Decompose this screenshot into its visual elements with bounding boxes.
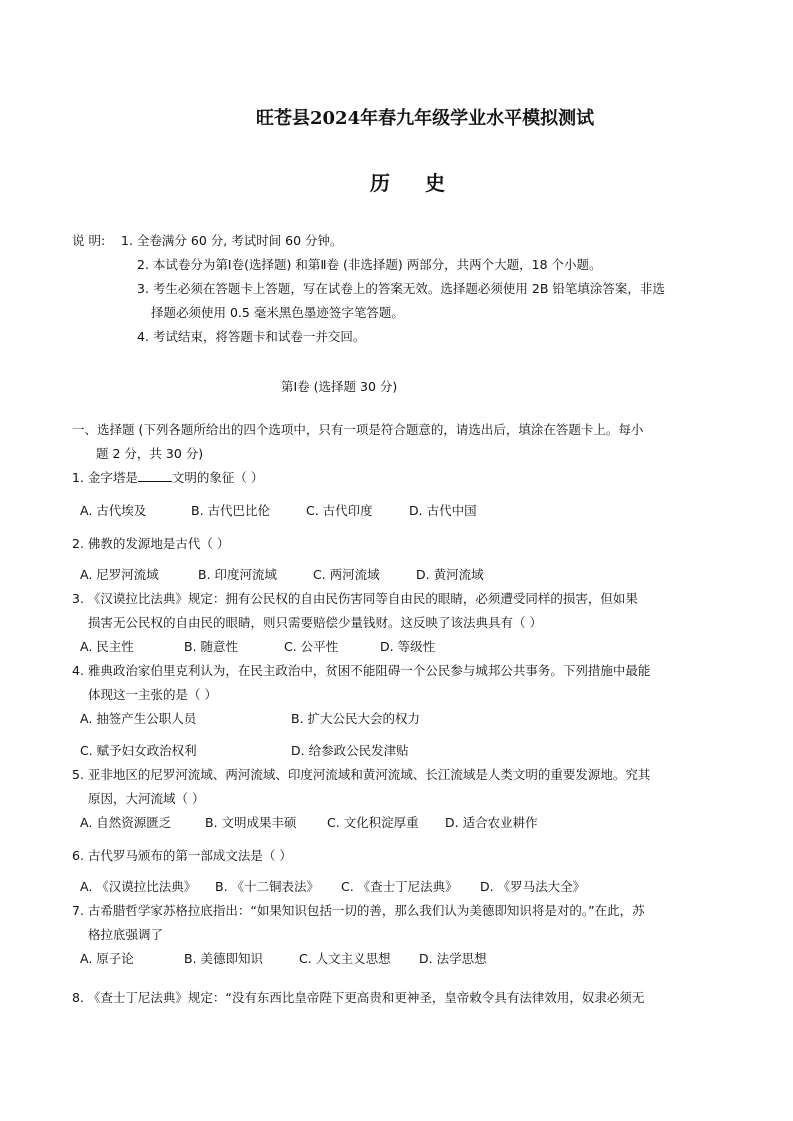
question-3-stem-cont: 损害无公民权的自由民的眼睛，则只需要赔偿少量钱财。这反映了该法典具有（ ） [88,615,542,630]
question-3-option: C. 公平性 [284,639,339,654]
question-4-option: B. 扩大公民大会的权力 [291,711,421,726]
question-7-option: C. 人文主义思想 [299,951,391,966]
question-8-stem: 8. 《查士丁尼法典》规定：“没有东西比皇帝陛下更高贵和更神圣，皇帝敕令具有法律效用，奴隶必须无 [72,990,645,1005]
section-title: 第Ⅰ卷 (选择题 30 分) [281,379,398,394]
question-6-option: B. 《十二铜表法》 [215,879,320,894]
instruction-item: 2. 本试卷分为第Ⅰ卷(选择题) 和第Ⅱ卷 (非选择题) 两部分，共两个大题，18 个小题。 [137,257,602,272]
question-6-option: C. 《查士丁尼法典》 [341,879,458,894]
question-4-option: C. 赋予妇女政治权利 [80,743,197,758]
question-3-option: D. 等级性 [380,639,436,654]
instruction-item: 择题必须使用 0.5 毫米黑色墨迹签字笔答题。 [151,305,404,320]
question-7-option: B. 美德即知识 [184,951,264,966]
question-2-stem: 2. 佛教的发源地是古代（ ） [72,536,230,551]
subject-title: 历 史 [370,171,459,195]
question-4-option: A. 抽签产生公职人员 [80,711,197,726]
instruction-item: 4. 考试结束，将答题卡和试卷一并交回。 [137,329,366,344]
question-7-option: A. 原子论 [80,951,134,966]
question-3-option: B. 随意性 [184,639,239,654]
question-6-option: D. 《罗马法大全》 [480,879,586,894]
question-5-option: A. 自然资源匮乏 [80,815,172,830]
question-5-option: D. 适合农业耕作 [445,815,538,830]
question-4-stem: 4. 雅典政治家伯里克利认为，在民主政治中，贫困不能阻碍一个公民参与城邦公共事务。下列措施中最能 [72,663,651,678]
question-7-stem: 7. 古希腊哲学家苏格拉底指出：“如果知识包括一切的善，那么我们认为美德即知识将是对的。”在此，苏 [72,903,645,918]
question-3-option: A. 民主性 [80,639,134,654]
question-1-option: A. 古代埃及 [80,503,147,518]
question-4-stem-cont: 体现这一主张的是（ ） [88,687,217,702]
question-1-option: D. 古代中国 [409,503,477,518]
instructions-label: 说 明: [72,233,106,248]
question-2-option: D. 黄河流域 [416,567,484,582]
section-heading-cont: 题 2 分，共 30 分) [96,446,204,461]
question-7-option: D. 法学思想 [419,951,487,966]
question-3-stem: 3. 《汉谟拉比法典》规定：拥有公民权的自由民伤害同等自由民的眼睛，必须遭受同样的损害，但如果 [72,591,638,606]
question-5-stem: 5. 亚非地区的尼罗河流域、两河流域、印度河流域和黄河流域、长江流域是人类文明的重要发源地。究其 [72,767,651,782]
instruction-item: 1. 全卷满分 60 分, 考试时间 60 分钟。 [121,233,343,248]
question-6-stem: 6. 古代罗马颁布的第一部成文法是（ ） [72,848,292,863]
section-heading: 一、选择题 (下列各题所给出的四个选项中，只有一项是符合题意的，请选出后，填涂在答题卡上。每小 [72,422,644,437]
question-4-option: D. 给参政公民发津贴 [291,743,409,758]
question-5-option: C. 文化积淀厚重 [327,815,419,830]
question-1-option: B. 古代巴比伦 [191,503,271,518]
question-1-option: C. 古代印度 [306,503,373,518]
instruction-item: 3. 考生必须在答题卡上答题，写在试卷上的答案无效。选择题必须使用 2B 铅笔填涂答案，非选 [137,281,665,296]
question-7-stem-cont: 格拉底强调了 [88,927,164,942]
question-6-option: A. 《汉谟拉比法典》 [80,879,197,894]
answer-blank [138,469,172,482]
question-1-stem: 1. 金字塔是 文明的象征（ ） [72,470,264,485]
question-5-option: B. 文明成果丰硕 [205,815,297,830]
exam-title: 旺苍县2024年春九年级学业水平模拟测试 [256,108,595,129]
question-5-stem-cont: 原因，大河流域（ ） [88,791,205,806]
question-2-option: C. 两河流域 [313,567,380,582]
question-2-option: A. 尼罗河流域 [80,567,159,582]
question-2-option: B. 印度河流域 [198,567,278,582]
